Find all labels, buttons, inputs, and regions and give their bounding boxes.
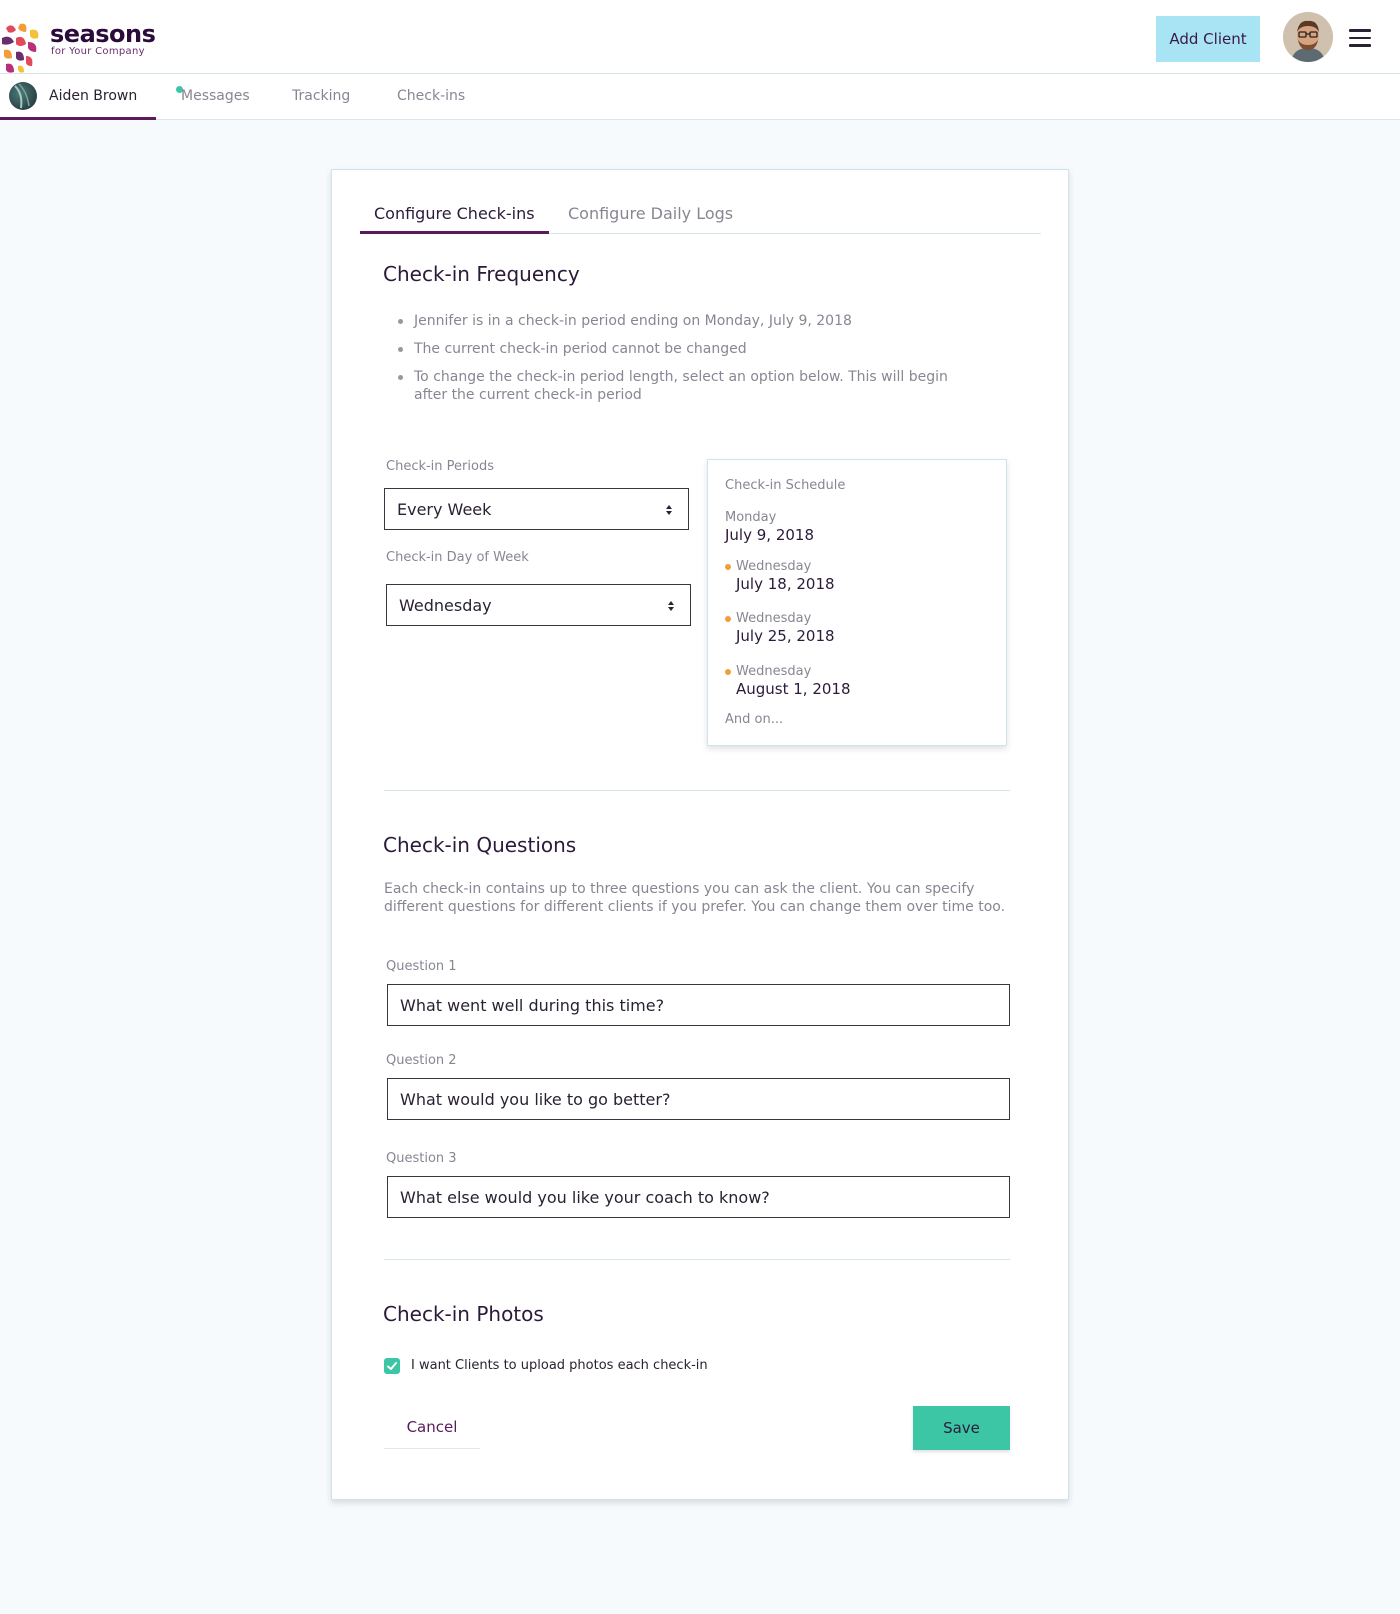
section-divider [384, 1259, 1010, 1260]
top-bar [0, 0, 1400, 74]
schedule-date: July 9, 2018 [725, 526, 814, 544]
configure-card [331, 169, 1069, 1500]
list-item: Jennifer is in a check-in period ending on Monday, July 9, 2018 [398, 312, 958, 330]
schedule-date: August 1, 2018 [736, 680, 851, 698]
client-avatar-icon [9, 82, 37, 110]
list-item: To change the check-in period length, select an option below. This will begin after the current check-in period [398, 368, 958, 404]
tab-configure-check-ins[interactable]: Configure Check-ins [360, 204, 549, 234]
brand-logo[interactable] [0, 16, 170, 76]
config-tabs [360, 200, 1041, 234]
client-name: Aiden Brown [49, 88, 138, 104]
photos-checkbox[interactable] [384, 1358, 400, 1374]
question-2-label: Question 2 [386, 1053, 457, 1068]
brand-name: seasons [50, 20, 156, 48]
schedule-more: And on... [725, 712, 784, 727]
tab-configure-daily-logs[interactable]: Configure Daily Logs [568, 204, 734, 223]
client-tab[interactable] [0, 74, 156, 120]
question-3-label: Question 3 [386, 1151, 457, 1166]
question-2-input[interactable]: What would you like to go better? [387, 1078, 1010, 1120]
periods-select[interactable] [384, 488, 689, 530]
save-button[interactable]: Save [913, 1406, 1010, 1450]
checkmark-icon [384, 1358, 400, 1374]
nav-check-ins[interactable]: Check-ins [397, 88, 466, 104]
frequency-title: Check-in Frequency [383, 262, 580, 286]
nav-messages[interactable]: Messages [181, 88, 250, 104]
nav-tracking[interactable]: Tracking [292, 88, 351, 104]
periods-label: Check-in Periods [386, 459, 494, 474]
schedule-day: Monday [725, 510, 777, 525]
list-item: The current check-in period cannot be changed [398, 340, 958, 358]
periods-select-value: Every Week [397, 500, 492, 519]
hamburger-menu-icon[interactable] [1349, 29, 1371, 49]
question-1-label: Question 1 [386, 959, 457, 974]
schedule-title: Check-in Schedule [725, 478, 846, 493]
schedule-date: July 25, 2018 [736, 627, 835, 645]
cancel-button[interactable]: Cancel [384, 1405, 480, 1449]
photos-checkbox-label[interactable]: I want Clients to upload photos each check-in [411, 1358, 708, 1373]
client-avatar [9, 82, 37, 110]
day-of-week-select[interactable] [386, 584, 691, 626]
add-client-button[interactable]: Add Client [1156, 16, 1260, 62]
select-arrows-icon [666, 599, 676, 613]
photos-title: Check-in Photos [383, 1302, 544, 1326]
schedule-day: Wednesday [736, 559, 812, 574]
schedule-day: Wednesday [736, 664, 812, 679]
questions-title: Check-in Questions [383, 833, 577, 857]
section-divider [384, 790, 1010, 791]
schedule-dot [725, 669, 731, 675]
questions-description: Each check-in contains up to three questions you can ask the client. You can specify different questions for different clients if you prefer. You can change them over time too. [384, 881, 1006, 915]
check-in-schedule-panel [707, 459, 1007, 746]
user-avatar-icon [1283, 12, 1333, 62]
frequency-info-list [398, 312, 958, 414]
day-of-week-select-value: Wednesday [399, 596, 492, 615]
question-3-input[interactable]: What else would you like your coach to know? [387, 1176, 1010, 1218]
schedule-day: Wednesday [736, 611, 812, 626]
seasons-logo-icon [0, 20, 44, 74]
brand-tagline: for Your Company [51, 46, 145, 57]
select-arrows-icon [664, 503, 674, 517]
schedule-dot [725, 564, 731, 570]
day-of-week-label: Check-in Day of Week [386, 550, 529, 565]
question-1-input[interactable]: What went well during this time? [387, 984, 1010, 1026]
schedule-dot [725, 616, 731, 622]
client-subnav [0, 74, 1400, 120]
user-avatar[interactable] [1283, 12, 1333, 62]
schedule-date: July 18, 2018 [736, 575, 835, 593]
